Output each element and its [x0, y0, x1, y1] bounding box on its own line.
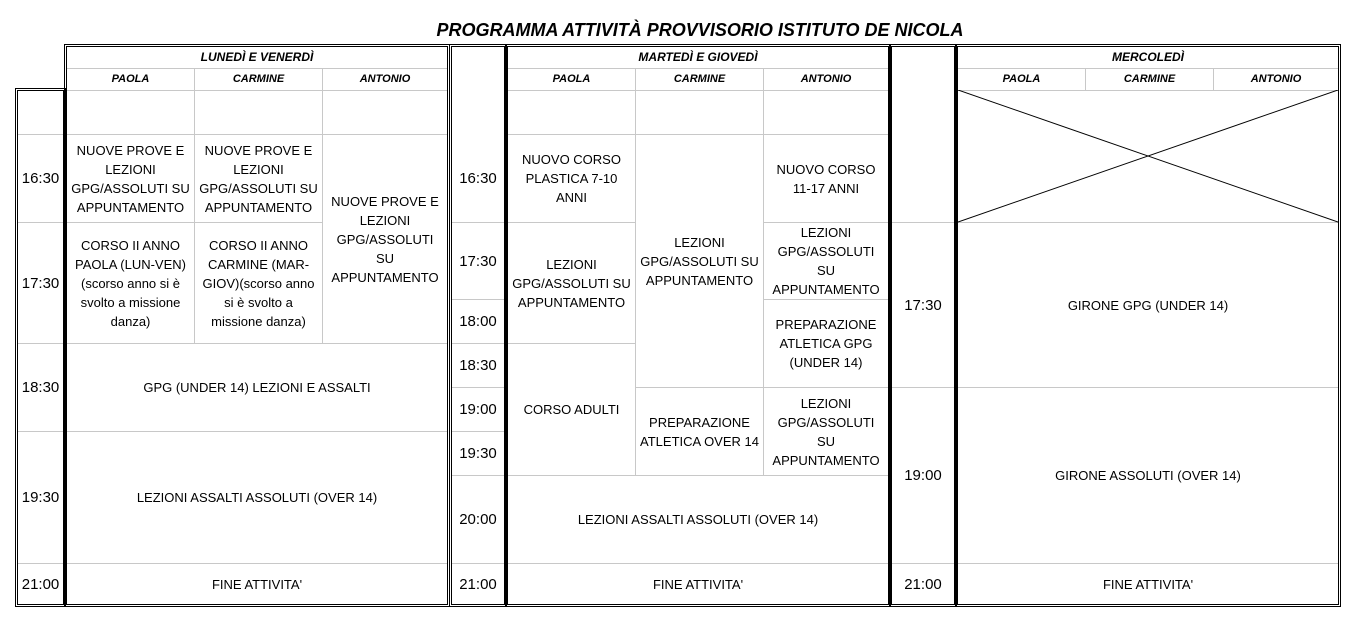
- mg-antonio-activity: LEZIONI GPG/ASSOLUTI SU APPUNTAMENTO: [772, 395, 880, 468]
- lv-instructor-antonio: ANTONIO: [359, 73, 411, 85]
- me-row-1900: GIRONE ASSOLUTI (OVER 14): [1055, 468, 1241, 483]
- lv-time: 17:30: [21, 274, 60, 292]
- lv-antonio-activity: NUOVE PROVE E LEZIONI GPG/ASSOLUTI SU APPUNTAMENTO: [331, 193, 439, 285]
- me-time: 17:30: [904, 296, 942, 314]
- lv-carmine-activity: NUOVE PROVE E LEZIONI GPG/ASSOLUTI SU APPUNTAMENTO: [199, 142, 318, 215]
- mg-instructor-paola: PAOLA: [552, 73, 591, 85]
- lv-paola-course: CORSO II ANNO PAOLA (LUN-VEN)(scorso anno si è svolto a missione danza): [74, 237, 186, 329]
- mg-time: 17:30: [459, 252, 497, 270]
- mg-schedule: [505, 44, 891, 607]
- lv-row-1830: GPG (UNDER 14) LEZIONI E ASSALTI: [143, 380, 371, 395]
- mg-carmine-activity: LEZIONI GPG/ASSOLUTI SU APPUNTAMENTO: [640, 234, 759, 288]
- lv-time: 16:30: [21, 170, 60, 187]
- page-title: PROGRAMMA ATTIVITÀ PROVVISORIO ISTITUTO DE NICOLA: [436, 20, 964, 40]
- mg-time: 19:00: [459, 401, 497, 418]
- mg-row-2000: LEZIONI ASSALTI ASSOLUTI (OVER 14): [577, 512, 819, 527]
- mg-antonio-activity: PREPARAZIONE ATLETICA GPG (UNDER 14): [775, 317, 877, 370]
- me-schedule: [955, 44, 1341, 607]
- me-day-header: MERCOLEDÌ: [1112, 50, 1184, 64]
- mg-time: 21:00: [459, 575, 497, 593]
- me-instructor-carmine: CARMINE: [1123, 73, 1176, 85]
- lv-row-2100: FINE ATTIVITA': [211, 576, 303, 592]
- mg-time: 16:30: [459, 170, 497, 187]
- lv-time: 18:30: [21, 379, 60, 396]
- mg-paola-activity: NUOVO CORSO PLASTICA 7-10 ANNI: [522, 152, 621, 205]
- mg-antonio-activity: LEZIONI GPG/ASSOLUTI SU APPUNTAMENTO: [772, 225, 880, 297]
- lv-carmine-course: CORSO II ANNO CARMINE (MAR-GIOV)(scorso anno si è svolto a missione danza): [202, 237, 315, 329]
- mg-paola-activity: CORSO ADULTI: [523, 402, 620, 417]
- lv-instructor-paola: PAOLA: [111, 73, 150, 85]
- mg-paola-activity: LEZIONI GPG/ASSOLUTI SU APPUNTAMENTO: [512, 256, 631, 310]
- mg-time-column: [449, 44, 507, 607]
- mg-row-2100: FINE ATTIVITA': [652, 576, 744, 592]
- mg-day-header: MARTEDÌ E GIOVEDÌ: [638, 50, 758, 64]
- me-row-1730: GIRONE GPG (UNDER 14): [1067, 297, 1229, 313]
- lv-row-1930: LEZIONI ASSALTI ASSOLUTI (OVER 14): [136, 490, 378, 505]
- me-time: 19:00: [904, 467, 942, 484]
- mg-time: 18:30: [459, 357, 497, 374]
- me-time: 21:00: [904, 575, 942, 593]
- lv-instructor-carmine: CARMINE: [232, 73, 285, 85]
- lv-time-column: [15, 88, 66, 607]
- lv-day-header: LUNEDÌ E VENERDÌ: [200, 50, 314, 64]
- lv-time: 21:00: [21, 575, 60, 593]
- me-instructor-paola: PAOLA: [1002, 73, 1041, 85]
- mg-time: 18:00: [459, 313, 497, 330]
- mg-instructor-carmine: CARMINE: [673, 73, 726, 85]
- mg-time: 20:00: [459, 511, 497, 528]
- lv-schedule: [64, 44, 450, 607]
- me-instructor-antonio: ANTONIO: [1250, 73, 1302, 85]
- lv-time: 19:30: [21, 489, 60, 506]
- mg-instructor-antonio: ANTONIO: [800, 73, 852, 85]
- mg-antonio-activity: NUOVO CORSO 11-17 ANNI: [776, 161, 876, 196]
- lv-paola-activity: NUOVE PROVE E LEZIONI GPG/ASSOLUTI SU APPUNTAMENTO: [71, 142, 190, 215]
- mg-carmine-activity: PREPARAZIONE ATLETICA OVER 14: [640, 414, 759, 449]
- me-row-2100: FINE ATTIVITA': [1102, 576, 1194, 592]
- crossed-out-slot: [958, 90, 1338, 223]
- mg-time: 19:30: [459, 445, 497, 462]
- me-time-column: [889, 44, 957, 607]
